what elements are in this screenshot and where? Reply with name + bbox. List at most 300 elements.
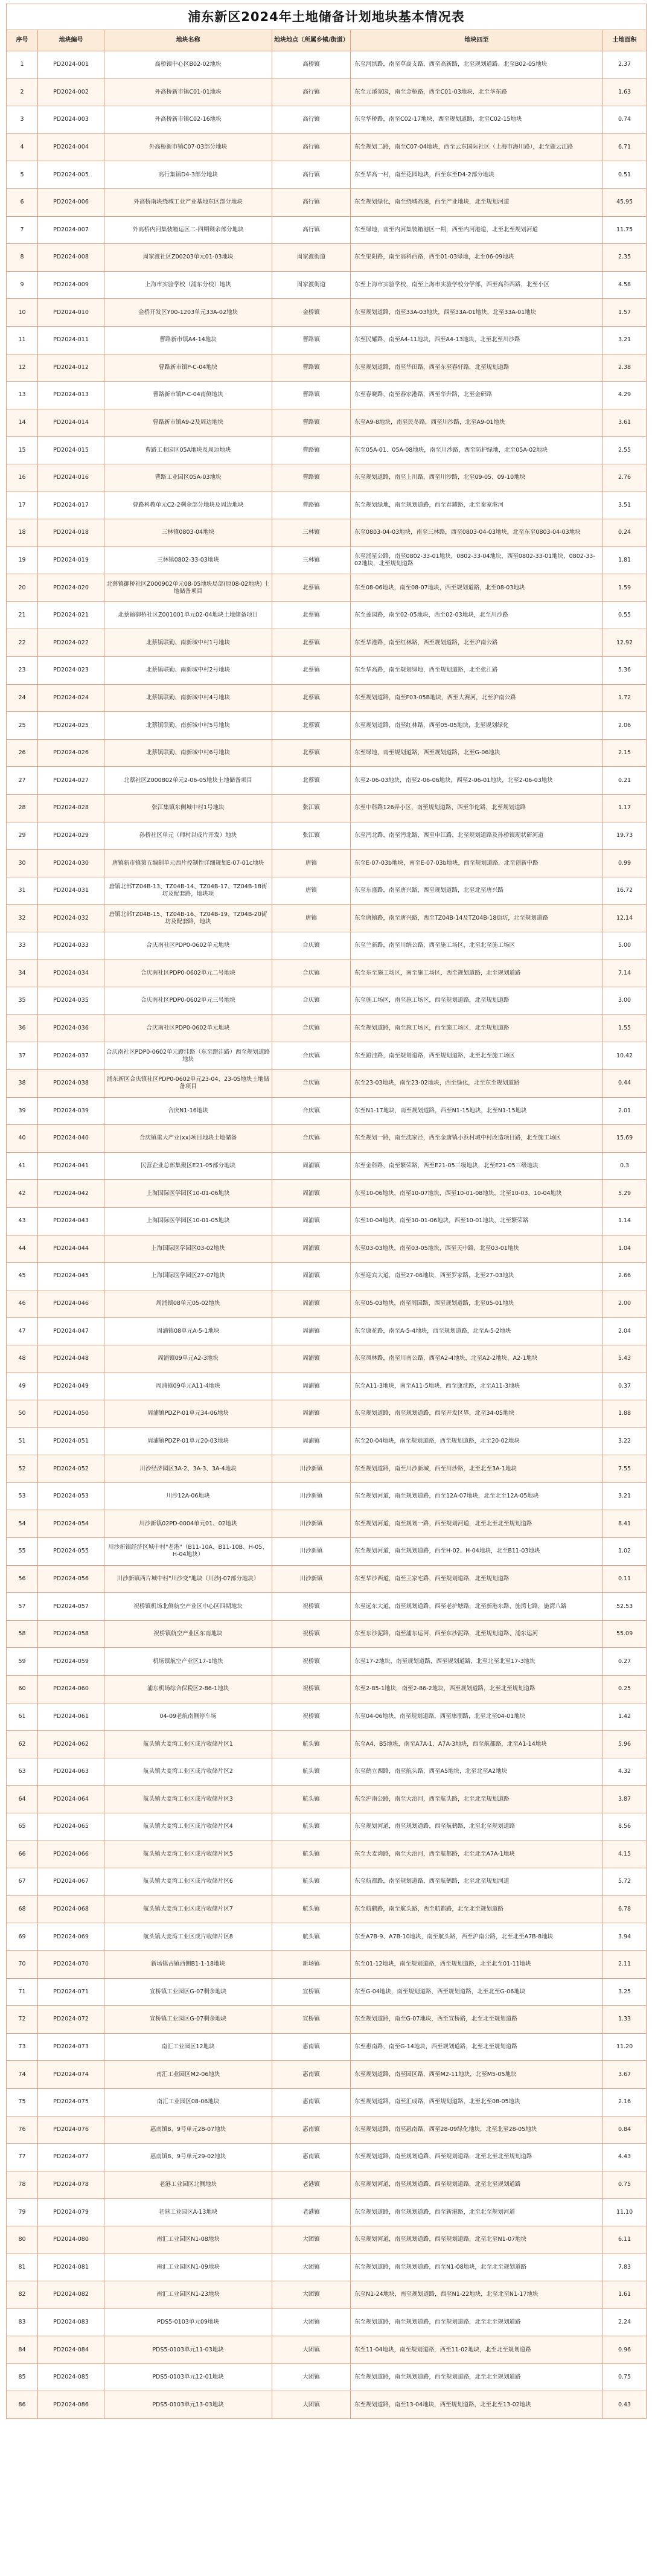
- cell-plot-id: PD2024-069: [38, 1923, 104, 1951]
- cell-num: 55: [7, 1538, 38, 1566]
- cell-num: 36: [7, 1014, 38, 1042]
- cell-plot-id: PD2024-067: [38, 1868, 104, 1896]
- cell-plot-name: 祝桥镇航空产业区东南地块: [104, 1620, 272, 1648]
- cell-land-area: 5.00: [603, 932, 647, 960]
- cell-plot-name: 北蔡镇御桥社区Z000902单元08-05地块局部(原08-02地块) 土地储备项目: [104, 574, 272, 602]
- table-row: [7, 684, 647, 712]
- cell-land-area: 4.32: [603, 1758, 647, 1786]
- cell-plot-location: 周浦镇: [272, 1427, 351, 1455]
- cell-plot-boundaries: 东至航鹤路，南至航头路，西至航都路，北至北至规划道路: [351, 1895, 603, 1923]
- cell-land-area: 2.76: [603, 464, 647, 492]
- cell-plot-name: 惠南镇8、9号单元29-02地块: [104, 2144, 272, 2171]
- header-name: 地块名称: [104, 30, 272, 51]
- cell-plot-name: 周浦镇08单元05-02地块: [104, 1290, 272, 1318]
- cell-plot-boundaries: 东至规划道路，南至G-07地块，西至宣桥路，北至北至规划道路: [351, 2006, 603, 2034]
- cell-plot-boundaries: 东至上海市实验学校，南至上海市实验学校分学部，西至高科西路，北至小区: [351, 271, 603, 299]
- cell-plot-boundaries: 东至A7B-9、A7B-10地块，南至航头路，西至沪南公路，北至北至A7B-8地块: [351, 1923, 603, 1951]
- cell-land-area: 3.51: [603, 492, 647, 519]
- cell-plot-boundaries: 东至规划道路，南至规划道路，西至新港路，北至北至规划河道: [351, 2199, 603, 2226]
- cell-plot-id: PD2024-072: [38, 2006, 104, 2034]
- cell-num: 71: [7, 1978, 38, 2006]
- cell-plot-location: 周浦镇: [272, 1345, 351, 1373]
- cell-plot-location: 周浦镇: [272, 1400, 351, 1428]
- cell-plot-boundaries: 东至11-04地块，南至规划道路，西至11-02地块，北至北至规划道路: [351, 2336, 603, 2364]
- cell-plot-id: PD2024-014: [38, 409, 104, 437]
- cell-plot-boundaries: 东至A4、B5地块，南至A7A-1、A7A-3地块，西至航都路，北至A1-14地块: [351, 1731, 603, 1758]
- cell-land-area: 7.14: [603, 960, 647, 987]
- cell-plot-name: 航头镇大麦湾工业区成片收储片区7: [104, 1895, 272, 1923]
- cell-num: 52: [7, 1455, 38, 1483]
- cell-num: 82: [7, 2281, 38, 2309]
- cell-plot-id: PD2024-084: [38, 2336, 104, 2364]
- table-row: [7, 464, 647, 492]
- cell-plot-name: 北蔡社区Z000802单元2-06-05地块土地储备项目: [104, 767, 272, 795]
- cell-plot-boundaries: 东至03-03地块，南至03-05地块，西至天中路，北至03-01地块: [351, 1235, 603, 1263]
- cell-plot-id: PD2024-031: [38, 877, 104, 905]
- cell-num: 22: [7, 629, 38, 657]
- cell-num: 69: [7, 1923, 38, 1951]
- cell-land-area: 5.72: [603, 1868, 647, 1896]
- cell-plot-name: 北蔡镇联勤、南新城中村6号地块: [104, 739, 272, 767]
- cell-plot-boundaries: 东至规划河道，南至规划一路，西至规划河道，北至北至北至规划道路: [351, 1510, 603, 1538]
- cell-land-area: 3.21: [603, 1482, 647, 1510]
- cell-plot-id: PD2024-061: [38, 1703, 104, 1731]
- cell-plot-location: 航头镇: [272, 1841, 351, 1868]
- cell-plot-name: 外高桥新市镇C01-01地块: [104, 78, 272, 106]
- table-row: [7, 2033, 647, 2061]
- cell-plot-boundaries: 东至规划道路，南至惠南路，西至28-09绿化地块，北至北至28-05地块: [351, 2116, 603, 2144]
- cell-plot-location: 周浦镇: [272, 1263, 351, 1290]
- cell-plot-id: PD2024-034: [38, 960, 104, 987]
- cell-land-area: 1.04: [603, 1235, 647, 1263]
- cell-plot-boundaries: 东至东至施工场区，南至施工场区，西至规划道路，北至规划道路: [351, 960, 603, 987]
- cell-plot-boundaries: 东至A11-3地块，南至A11-5地块，西至康沈路，北至A11-3地块: [351, 1373, 603, 1400]
- cell-land-area: 8.56: [603, 1813, 647, 1841]
- table-row: [7, 546, 647, 574]
- cell-land-area: 5.29: [603, 1180, 647, 1208]
- cell-num: 13: [7, 382, 38, 409]
- cell-plot-location: 惠南镇: [272, 2033, 351, 2061]
- table-row: [7, 1648, 647, 1676]
- cell-plot-id: PD2024-026: [38, 739, 104, 767]
- cell-num: 18: [7, 519, 38, 547]
- table-row: [7, 1180, 647, 1208]
- table-row: [7, 2199, 647, 2226]
- cell-land-area: 0.99: [603, 850, 647, 877]
- cell-plot-location: 周家渡街道: [272, 271, 351, 299]
- cell-plot-id: PD2024-062: [38, 1731, 104, 1758]
- cell-plot-id: PD2024-077: [38, 2144, 104, 2171]
- cell-num: 77: [7, 2144, 38, 2171]
- cell-plot-location: 周浦镇: [272, 1235, 351, 1263]
- cell-land-area: 2.01: [603, 1097, 647, 1125]
- cell-plot-location: 老港镇: [272, 2171, 351, 2199]
- table-row: [7, 1427, 647, 1455]
- cell-land-area: 2.55: [603, 437, 647, 464]
- cell-num: 84: [7, 2336, 38, 2364]
- cell-plot-name: 周浦镇08单元A-5-1地块: [104, 1318, 272, 1345]
- cell-num: 31: [7, 877, 38, 905]
- cell-land-area: 11.75: [603, 216, 647, 244]
- cell-plot-location: 曹路镇: [272, 382, 351, 409]
- cell-plot-boundaries: 东至规划绿地，南至规划道路，西至春耀路，北至秦家港河: [351, 492, 603, 519]
- table-row: [7, 1978, 647, 2006]
- table-header-row: [7, 30, 647, 51]
- cell-plot-boundaries: 东至规划道路，南至规划道路，西至开发区界，北至34-05地块: [351, 1400, 603, 1428]
- cell-plot-location: 曹路镇: [272, 464, 351, 492]
- table-row: [7, 1235, 647, 1263]
- cell-land-area: 6.71: [603, 133, 647, 161]
- cell-plot-location: 惠南镇: [272, 2088, 351, 2116]
- cell-plot-boundaries: 东至05-03地块，南至周园路，西至规划道路，北至05-01地块: [351, 1290, 603, 1318]
- cell-plot-location: 合庆镇: [272, 932, 351, 960]
- cell-land-area: 0.51: [603, 161, 647, 189]
- table-row: [7, 51, 647, 79]
- cell-plot-id: PD2024-006: [38, 188, 104, 216]
- cell-plot-location: 合庆镇: [272, 1097, 351, 1125]
- cell-num: 81: [7, 2254, 38, 2281]
- cell-plot-location: 合庆镇: [272, 1042, 351, 1070]
- cell-num: 85: [7, 2363, 38, 2391]
- cell-plot-id: PD2024-009: [38, 271, 104, 299]
- cell-plot-name: 浦东机场综合保税区2-86-1地块: [104, 1676, 272, 1703]
- table-row: [7, 2226, 647, 2254]
- cell-plot-boundaries: 东至04-06地块，南至规划道路，西至康朋路，北至北至04-01地块: [351, 1703, 603, 1731]
- cell-plot-location: 曹路镇: [272, 492, 351, 519]
- cell-plot-location: 航头镇: [272, 1731, 351, 1758]
- cell-plot-name: 航头镇大麦湾工业区成片收储片区3: [104, 1786, 272, 1813]
- cell-plot-location: 周浦镇: [272, 1290, 351, 1318]
- cell-plot-boundaries: 东至大麦湾路，南至大治河，西至航都路，北至北至A7A-1地块: [351, 1841, 603, 1868]
- cell-plot-boundaries: 东至沔北路，南至沔北路，西至申江路，北至规划道路及孙桥镇现状研河道: [351, 822, 603, 850]
- cell-plot-id: PD2024-078: [38, 2171, 104, 2199]
- cell-plot-id: PD2024-044: [38, 1235, 104, 1263]
- cell-land-area: 1.02: [603, 1538, 647, 1566]
- cell-plot-boundaries: 东至金科路，南至繁荣路，西至E21-05三级地块，北至E21-05三级地块: [351, 1152, 603, 1180]
- cell-plot-id: PD2024-053: [38, 1482, 104, 1510]
- cell-plot-name: 南汇工业园区N1-09地块: [104, 2254, 272, 2281]
- cell-plot-boundaries: 东至10-04地块，南至10-01-06地块，西至10-01地块，北至繁荣路: [351, 1207, 603, 1235]
- cell-plot-name: 南汇工业园区M2-06地块: [104, 2061, 272, 2089]
- cell-land-area: 0.3: [603, 1152, 647, 1180]
- table-row: [7, 2254, 647, 2281]
- cell-plot-id: PD2024-018: [38, 519, 104, 547]
- cell-num: 83: [7, 2308, 38, 2336]
- cell-num: 14: [7, 409, 38, 437]
- cell-land-area: 6.78: [603, 1895, 647, 1923]
- cell-plot-boundaries: 东至民耀路，南至A4-11地块，西至A4-13地块，北至北至川沙路: [351, 326, 603, 354]
- cell-plot-location: 周家渡街道: [272, 244, 351, 272]
- cell-land-area: 0.84: [603, 2116, 647, 2144]
- cell-plot-name: 高行集镇D4-3部分地块: [104, 161, 272, 189]
- cell-plot-id: PD2024-075: [38, 2088, 104, 2116]
- cell-plot-name: 北蔡镇联勤、南新城中村2号地块: [104, 657, 272, 685]
- cell-plot-name: 合庆南社区PDP0-0602单元二号地块: [104, 960, 272, 987]
- cell-land-area: 11.20: [603, 2033, 647, 2061]
- cell-num: 11: [7, 326, 38, 354]
- cell-plot-name: PDS5-0103单元11-03地块: [104, 2336, 272, 2364]
- cell-plot-name: 曹路科教单元C2-2剩余部分地块及周边地块: [104, 492, 272, 519]
- cell-land-area: 8.41: [603, 1510, 647, 1538]
- cell-land-area: 2.06: [603, 712, 647, 740]
- cell-plot-location: 大团镇: [272, 2363, 351, 2391]
- cell-land-area: 12.14: [603, 905, 647, 932]
- cell-plot-name: 航头镇大麦湾工业区成片收储片区1: [104, 1731, 272, 1758]
- cell-plot-boundaries: 东至兰新路，南至川纳公路，西至施工场区，北至北至施工场区: [351, 932, 603, 960]
- cell-plot-boundaries: 东至河滨路，南至草高支路，西至高新路，北至规划道路、北至B02-05地块: [351, 51, 603, 79]
- cell-plot-location: 北蔡镇: [272, 739, 351, 767]
- cell-plot-id: PD2024-047: [38, 1318, 104, 1345]
- cell-plot-boundaries: 东至鹤立西路，南至航头路，西至A5地块，北至北至A2地块: [351, 1758, 603, 1786]
- cell-plot-boundaries: 东至中科路126弄小区，南至规划道路，西至华佗路，北至规划道路: [351, 795, 603, 822]
- cell-num: 48: [7, 1345, 38, 1373]
- cell-plot-boundaries: 东至施工场区，南至施工场区，西至规划道路，北至规划道路: [351, 987, 603, 1015]
- cell-plot-boundaries: 东至华高路，南至规划绿地，西至规划道路，北至张江路: [351, 657, 603, 685]
- cell-plot-boundaries: 东至蹬洼路，南至规划道路，西至规划道路，北至北至施工场区: [351, 1042, 603, 1070]
- cell-plot-name: 唐镇北部TZ04B-15、TZ04B-16、TZ04B-19、TZ04B-20街坊及配套路，地块: [104, 905, 272, 932]
- cell-plot-location: 大团镇: [272, 2254, 351, 2281]
- cell-plot-id: PD2024-076: [38, 2116, 104, 2144]
- cell-plot-id: PD2024-019: [38, 546, 104, 574]
- cell-plot-name: 三林镇0803-04地块: [104, 519, 272, 547]
- cell-plot-boundaries: 东至浦星公路，南至0802-33-01地块，0802-33-04地块，西至0802-33-01地块，0802-33-02地块，北至规划道路: [351, 546, 603, 574]
- table-row: [7, 1593, 647, 1621]
- table-row: [7, 1841, 647, 1868]
- cell-num: 15: [7, 437, 38, 464]
- cell-plot-location: 高行镇: [272, 188, 351, 216]
- cell-num: 44: [7, 1235, 38, 1263]
- cell-num: 21: [7, 601, 38, 629]
- cell-plot-location: 高行镇: [272, 216, 351, 244]
- cell-land-area: 3.22: [603, 1427, 647, 1455]
- table-row: [7, 1097, 647, 1125]
- cell-plot-boundaries: 东至康花路，南至A-5-4地块，西至规划道路，北至A-5-2地块: [351, 1318, 603, 1345]
- table-row: [7, 382, 647, 409]
- cell-plot-boundaries: 东至凤林路，南至川南公路，西至A2-4地块，北至A2-2地块、A2-1地块: [351, 1345, 603, 1373]
- cell-land-area: 4.15: [603, 1841, 647, 1868]
- table-row: [7, 1400, 647, 1428]
- cell-plot-id: PD2024-021: [38, 601, 104, 629]
- cell-land-area: 3.25: [603, 1978, 647, 2006]
- cell-land-area: 2.37: [603, 51, 647, 79]
- header-id: 地块编号: [38, 30, 104, 51]
- cell-plot-name: 南汇工业园区12地块: [104, 2033, 272, 2061]
- table-row: [7, 1290, 647, 1318]
- header-num: 序号: [7, 30, 38, 51]
- cell-num: 38: [7, 1069, 38, 1097]
- cell-land-area: 0.96: [603, 2336, 647, 2364]
- cell-plot-location: 曹路镇: [272, 326, 351, 354]
- cell-plot-boundaries: 东至规划河道，南至规划道路，西至规划道路，北至北至规划道路: [351, 2171, 603, 2199]
- cell-plot-name: 唐镇北部TZ04B-13、TZ04B-14、TZ04B-17、TZ04B-18街坊及配套路，地块项: [104, 877, 272, 905]
- cell-plot-boundaries: 东至17-2地块，南至规划道路，西至规划道路，北至北至北至17-3地块: [351, 1648, 603, 1676]
- cell-num: 16: [7, 464, 38, 492]
- cell-land-area: 5.36: [603, 657, 647, 685]
- cell-plot-location: 三林镇: [272, 546, 351, 574]
- table-row: [7, 2308, 647, 2336]
- cell-plot-boundaries: 东至华沙西道，南至王家宅路，西至规划道路，北至规划道路: [351, 1565, 603, 1593]
- cell-plot-id: PD2024-049: [38, 1373, 104, 1400]
- table-row: [7, 1345, 647, 1373]
- table-row: [7, 2061, 647, 2089]
- cell-num: 1: [7, 51, 38, 79]
- cell-plot-name: 航头镇大麦湾工业区成片收储片区4: [104, 1813, 272, 1841]
- cell-plot-location: 惠南镇: [272, 2116, 351, 2144]
- cell-plot-location: 北蔡镇: [272, 657, 351, 685]
- cell-land-area: 4.29: [603, 382, 647, 409]
- cell-plot-name: 宣桥镇工业园区G-07剩余地块: [104, 1978, 272, 2006]
- cell-plot-boundaries: 东至规划道路，南至施工场区，西至施工场区，北至规划道路: [351, 1014, 603, 1042]
- cell-num: 4: [7, 133, 38, 161]
- cell-plot-name: 合庆南社区PDP0-0602单元地块: [104, 932, 272, 960]
- cell-plot-location: 高桥镇: [272, 51, 351, 79]
- cell-num: 26: [7, 739, 38, 767]
- cell-land-area: 2.15: [603, 739, 647, 767]
- table-row: [7, 2336, 647, 2364]
- cell-land-area: 3.87: [603, 1786, 647, 1813]
- cell-num: 57: [7, 1593, 38, 1621]
- cell-plot-name: 周浦镇PDZP-01单元20-03地块: [104, 1427, 272, 1455]
- cell-plot-boundaries: 东至01-12地块，南至规划道路，西至规划道路，北至北至01-11地块: [351, 1950, 603, 1978]
- cell-num: 25: [7, 712, 38, 740]
- cell-land-area: 45.95: [603, 188, 647, 216]
- table-row: [7, 1868, 647, 1896]
- cell-land-area: 6.11: [603, 2226, 647, 2254]
- cell-num: 27: [7, 767, 38, 795]
- cell-plot-id: PD2024-012: [38, 354, 104, 382]
- cell-plot-name: 上海国际医学园区27-07地块: [104, 1263, 272, 1290]
- table-row: [7, 850, 647, 877]
- cell-plot-id: PD2024-011: [38, 326, 104, 354]
- cell-plot-boundaries: 东至莲园路，南至02-05地块，西至02-03地块，北至川沙路: [351, 601, 603, 629]
- cell-plot-name: 南汇工业园区N1-23地块: [104, 2281, 272, 2309]
- cell-land-area: 1.63: [603, 78, 647, 106]
- cell-land-area: 0.25: [603, 1676, 647, 1703]
- cell-land-area: 1.81: [603, 546, 647, 574]
- cell-plot-boundaries: 东至A9-8地块，南至民冬路，西至川沙路，北至A9-01地块: [351, 409, 603, 437]
- cell-plot-id: PD2024-025: [38, 712, 104, 740]
- cell-num: 23: [7, 657, 38, 685]
- cell-plot-location: 大团镇: [272, 2336, 351, 2364]
- cell-plot-id: PD2024-071: [38, 1978, 104, 2006]
- cell-land-area: 52.53: [603, 1593, 647, 1621]
- cell-plot-id: PD2024-068: [38, 1895, 104, 1923]
- cell-plot-name: 曹路新市镇P-C-04地块: [104, 354, 272, 382]
- cell-num: 74: [7, 2061, 38, 2089]
- table-row: [7, 1152, 647, 1180]
- cell-num: 66: [7, 1841, 38, 1868]
- cell-plot-name: 宣桥镇工业园区G-07剩余地块: [104, 2006, 272, 2034]
- cell-num: 6: [7, 188, 38, 216]
- cell-plot-location: 金桥镇: [272, 299, 351, 327]
- cell-plot-location: 航头镇: [272, 1895, 351, 1923]
- cell-land-area: 2.00: [603, 1290, 647, 1318]
- table-row: [7, 1703, 647, 1731]
- cell-num: 24: [7, 684, 38, 712]
- cell-plot-id: PD2024-055: [38, 1538, 104, 1566]
- cell-plot-id: PD2024-080: [38, 2226, 104, 2254]
- cell-plot-id: PD2024-033: [38, 932, 104, 960]
- cell-plot-id: PD2024-081: [38, 2254, 104, 2281]
- cell-plot-id: PD2024-060: [38, 1676, 104, 1703]
- cell-plot-name: 周家渡社区Z00203单元01-03地块: [104, 244, 272, 272]
- cell-plot-boundaries: 东至华港路，南至红林路，西至规划道路，北至沪南公路: [351, 629, 603, 657]
- cell-plot-id: PD2024-070: [38, 1950, 104, 1978]
- cell-plot-id: PD2024-057: [38, 1593, 104, 1621]
- table-row: [7, 244, 647, 272]
- cell-plot-boundaries: 东至规划道路，南至华田路，西至东至春轩路，北至规划道路: [351, 354, 603, 382]
- cell-num: 46: [7, 1290, 38, 1318]
- cell-plot-boundaries: 东至华桥路，南至C02-17地块，西至规划道路，北至C02-15地块: [351, 106, 603, 134]
- cell-num: 72: [7, 2006, 38, 2034]
- cell-plot-id: PD2024-032: [38, 905, 104, 932]
- cell-plot-location: 川沙新镇: [272, 1510, 351, 1538]
- table-row: [7, 1923, 647, 1951]
- table-row: [7, 1318, 647, 1345]
- cell-land-area: 1.61: [603, 2281, 647, 2309]
- cell-land-area: 11.10: [603, 2199, 647, 2226]
- cell-plot-name: 外高桥南块绕城工业产业基地东区部分地块: [104, 188, 272, 216]
- cell-plot-name: 上海国际医学园区10-01-05地块: [104, 1207, 272, 1235]
- cell-plot-boundaries: 东至05A-01、05A-08地块，南至川沙路，西至防护绿地，北至05A-02地块: [351, 437, 603, 464]
- cell-plot-location: 宣桥镇: [272, 2006, 351, 2034]
- cell-plot-name: 周浦镇PDZP-01单元34-06地块: [104, 1400, 272, 1428]
- cell-plot-location: 川沙新镇: [272, 1455, 351, 1483]
- cell-plot-id: PD2024-050: [38, 1400, 104, 1428]
- cell-plot-name: 周浦镇09单元A11-4地块: [104, 1373, 272, 1400]
- cell-plot-name: 北蔡镇联勤、南新城中村5号地块: [104, 712, 272, 740]
- cell-land-area: 15.69: [603, 1125, 647, 1153]
- cell-land-area: 3.61: [603, 409, 647, 437]
- cell-plot-boundaries: 东至东沙泥路，南至浦东运河，西至东沙泥路，北至规划道路、浦东运河: [351, 1620, 603, 1648]
- cell-plot-location: 曹路镇: [272, 354, 351, 382]
- cell-num: 8: [7, 244, 38, 272]
- cell-plot-id: PD2024-013: [38, 382, 104, 409]
- table-row: [7, 712, 647, 740]
- cell-num: 62: [7, 1731, 38, 1758]
- cell-land-area: 1.33: [603, 2006, 647, 2034]
- cell-plot-boundaries: 东至08-06地块，南至08-07地块，西至规划道路，北至08-03地块: [351, 574, 603, 602]
- cell-num: 19: [7, 546, 38, 574]
- cell-plot-name: 民营企业总部集聚区E21-05部分地块: [104, 1152, 272, 1180]
- cell-land-area: 10.42: [603, 1042, 647, 1070]
- table-row: [7, 657, 647, 685]
- cell-land-area: 2.16: [603, 2088, 647, 2116]
- cell-plot-boundaries: 东至元溪家园，南至金桥路，西至C01-03地块，北至华东路: [351, 78, 603, 106]
- cell-plot-location: 周浦镇: [272, 1318, 351, 1345]
- cell-num: 53: [7, 1482, 38, 1510]
- cell-plot-location: 祝桥镇: [272, 1648, 351, 1676]
- cell-land-area: 1.72: [603, 684, 647, 712]
- cell-plot-name: 04-09老航南侧停车场: [104, 1703, 272, 1731]
- cell-plot-id: PD2024-045: [38, 1263, 104, 1290]
- cell-plot-id: PD2024-082: [38, 2281, 104, 2309]
- cell-plot-boundaries: 东至规划道路，南至规划道路，西至规划道路，北至北至北至规划道路: [351, 2144, 603, 2171]
- header-town: 地块地点（所属乡镇/街道）: [272, 30, 351, 51]
- cell-plot-name: 川沙新镇经济区城中村"老港"（B11-10A、B11-10B、H-05、H-04地块）: [104, 1538, 272, 1566]
- cell-plot-boundaries: 东至规划绿化，南至绕城高速，西至产业地块，北至规划河道: [351, 188, 603, 216]
- table-row: [7, 1014, 647, 1042]
- cell-plot-location: 合庆镇: [272, 1125, 351, 1153]
- cell-plot-name: 航头镇大麦湾工业区成片收储片区8: [104, 1923, 272, 1951]
- cell-num: 54: [7, 1510, 38, 1538]
- cell-plot-id: PD2024-052: [38, 1455, 104, 1483]
- cell-plot-name: 南汇工业园区N1-08地块: [104, 2226, 272, 2254]
- table-row: [7, 1042, 647, 1070]
- cell-plot-location: 北蔡镇: [272, 601, 351, 629]
- cell-plot-name: 航头镇大麦湾工业区成片收储片区5: [104, 1841, 272, 1868]
- cell-plot-boundaries: 东至渠阳路，南至高科西路，西至01-03绿地，北至06-09地块: [351, 244, 603, 272]
